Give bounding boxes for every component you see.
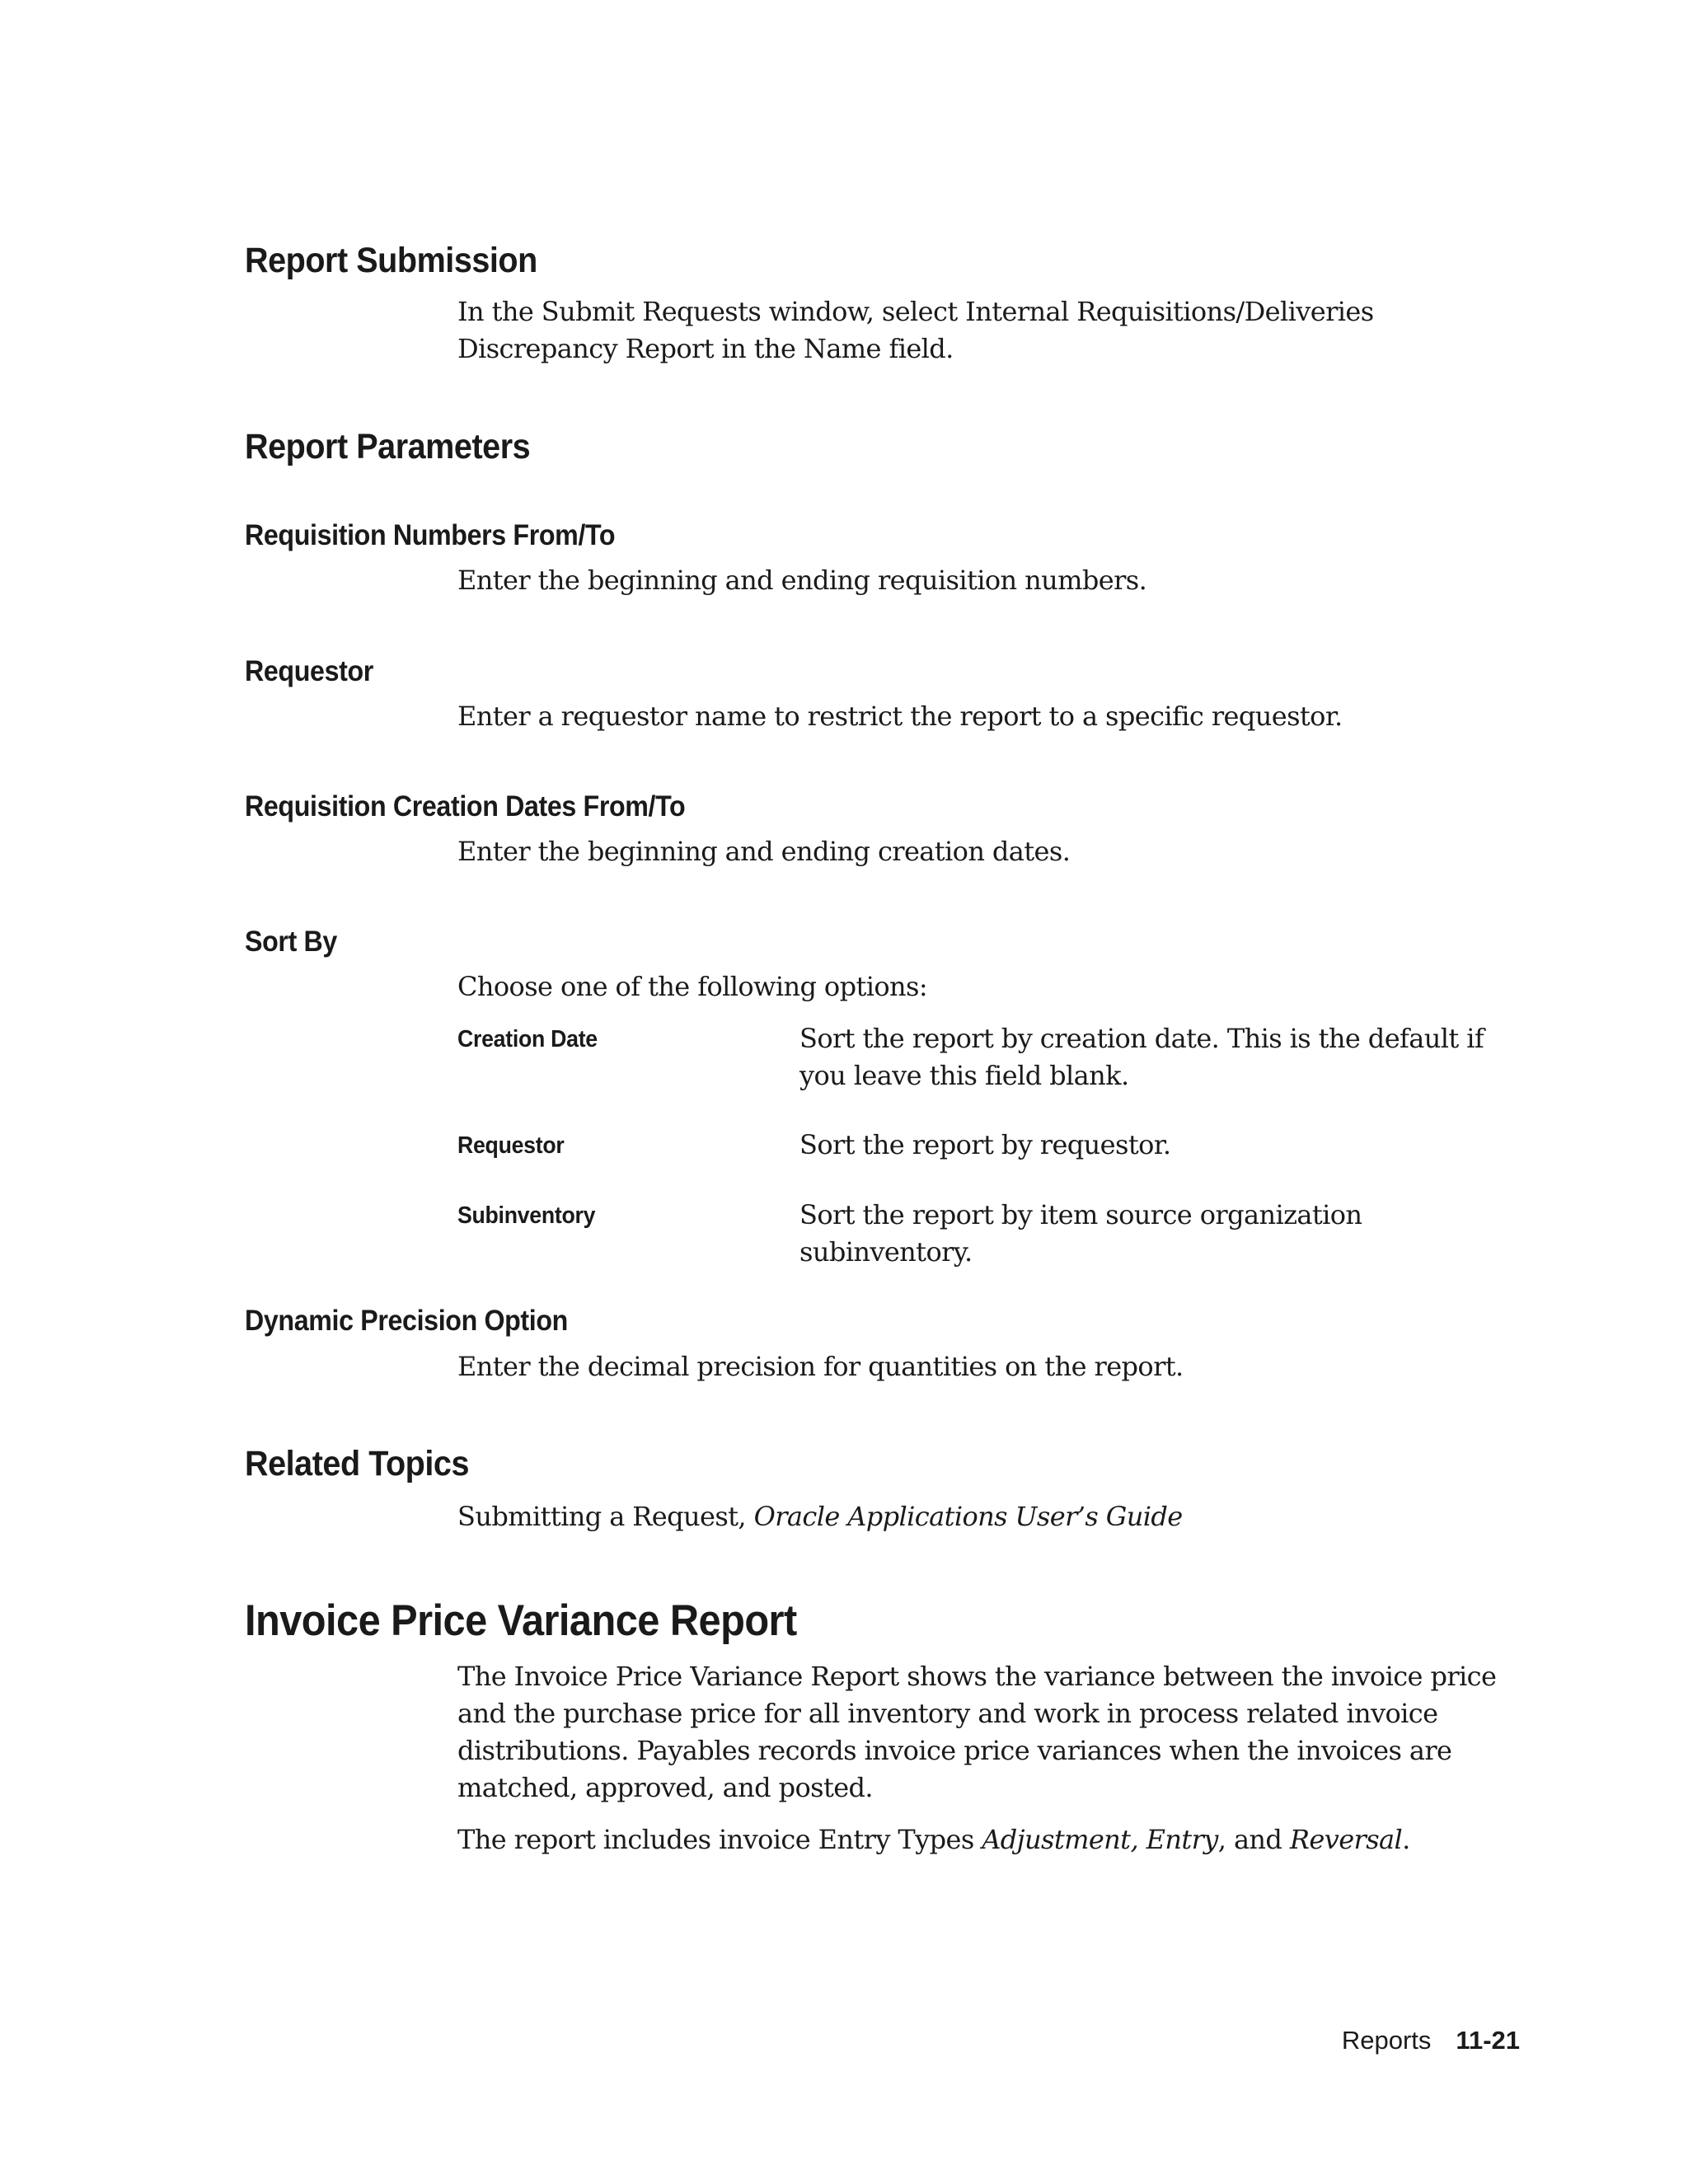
option-description-subinventory: Sort the report by item source organization subinventory.	[799, 1199, 1362, 1268]
requestor-heading: Requestor	[245, 655, 373, 687]
page-footer	[1342, 2026, 1520, 2055]
entry-types-suffix: .	[1402, 1824, 1410, 1855]
entry-types-prefix: The report includes invoice Entry Types	[457, 1824, 982, 1855]
related-topic-guide-title: Oracle Applications User’s Guide	[753, 1501, 1183, 1532]
footer-page-number: 11-21	[1456, 2026, 1520, 2055]
requisition-numbers-text: Enter the beginning and ending requisition numbers.	[457, 565, 1147, 596]
invoice-price-variance-paragraph-2	[457, 1821, 1529, 1858]
report-submission-text: In the Submit Requests window, select Internal Requisitions/Deliveries Discrepancy Report in the Name field.	[457, 296, 1374, 364]
option-description-requestor: Sort the report by requestor.	[799, 1129, 1171, 1160]
invoice-price-variance-heading: Invoice Price Variance Report	[245, 1596, 797, 1645]
dynamic-precision-heading: Dynamic Precision Option	[245, 1305, 568, 1337]
footer-section-name: Reports	[1341, 2026, 1432, 2055]
requestor-text: Enter a requestor name to restrict the report to a specific requestor.	[457, 701, 1343, 732]
option-label-requestor: Requestor	[457, 1132, 565, 1159]
related-topics-text	[457, 1498, 1529, 1535]
entry-types-italic-2: Reversal	[1289, 1824, 1403, 1855]
entry-types-italic-1: Adjustment, Entry	[982, 1824, 1218, 1855]
related-topic-prefix: Submitting a Request,	[457, 1501, 754, 1532]
requisition-numbers-heading: Requisition Numbers From/To	[245, 519, 616, 551]
report-parameters-heading: Report Parameters	[245, 427, 531, 466]
sort-by-intro: Choose one of the following options:	[457, 971, 928, 1002]
dynamic-precision-text: Enter the decimal precision for quantities on the report.	[457, 1351, 1184, 1382]
option-label-subinventory: Subinventory	[457, 1202, 596, 1229]
report-submission-heading: Report Submission	[245, 241, 537, 280]
creation-dates-heading: Requisition Creation Dates From/To	[245, 790, 686, 823]
sort-by-heading: Sort By	[245, 926, 337, 958]
option-label-creation-date: Creation Date	[457, 1026, 598, 1052]
entry-types-middle: , and	[1217, 1824, 1290, 1855]
option-description-creation-date: Sort the report by creation date. This is the default if you leave this field blank.	[799, 1023, 1484, 1091]
related-topics-heading: Related Topics	[245, 1444, 470, 1483]
creation-dates-text: Enter the beginning and ending creation dates.	[457, 836, 1071, 867]
invoice-price-variance-paragraph-1: The Invoice Price Variance Report shows the variance between the invoice price and the purchase price for all inventory and work in process related invoice distributions. Payables records invoice price variances when the invoices are matched, approved, and posted.	[457, 1661, 1497, 1803]
